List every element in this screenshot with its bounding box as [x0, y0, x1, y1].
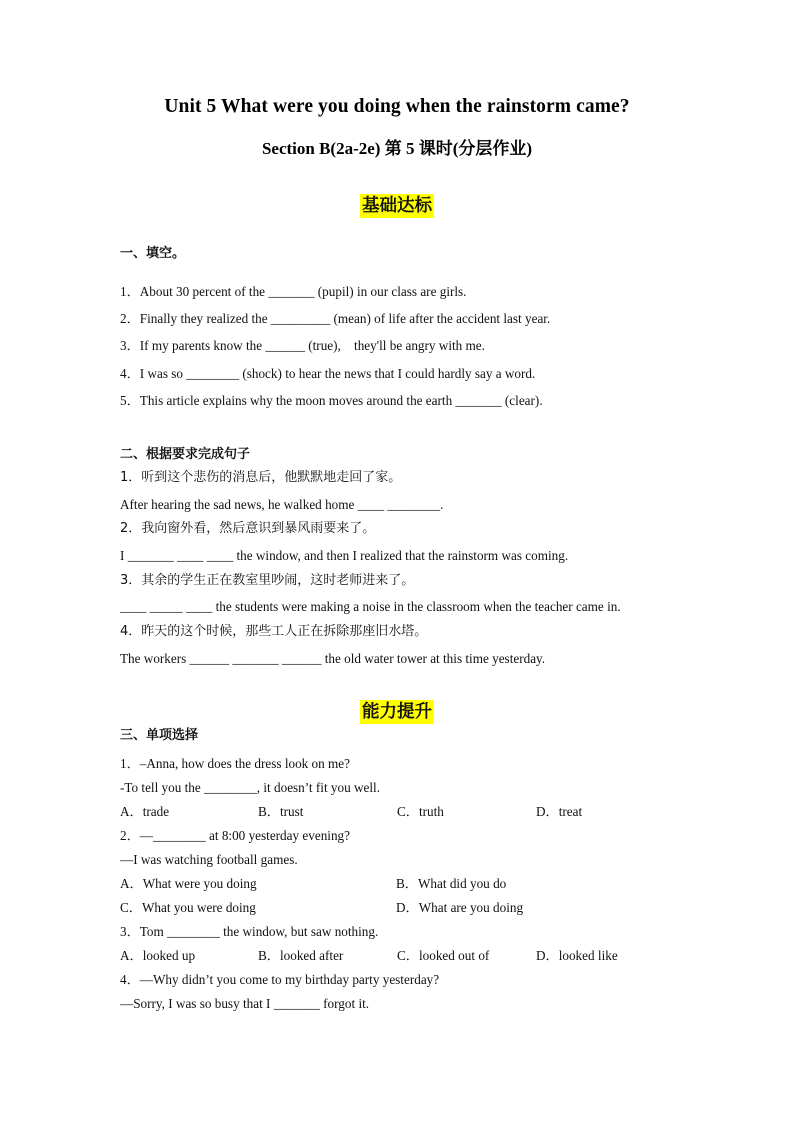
- q3-option-c: C．looked out of: [397, 948, 490, 963]
- q4-stem-reply: —Sorry, I was so busy that I _______ forgot it.: [120, 996, 370, 1011]
- sentence-2-chinese: 2．我向窗外看，然后意识到暴风雨要来了。: [120, 521, 376, 536]
- q2-option-b: B．What did you do: [396, 876, 507, 891]
- q2-option-a: A．What were you doing: [120, 876, 257, 891]
- fill-item-3: 3．If my parents know the ______ (true), they'll be angry with me.: [120, 338, 485, 353]
- q1-option-d: D．treat: [536, 804, 583, 819]
- q1-option-a: A．trade: [120, 804, 170, 819]
- fill-item-5: 5．This article explains why the moon moves around the earth _______ (clear).: [120, 393, 543, 408]
- section1-heading: 一、填空。: [120, 246, 186, 261]
- sentence-4-english: The workers ______ _______ ______ the old water tower at this time yesterday.: [120, 651, 546, 666]
- advanced-level-label: 能力提升: [362, 702, 432, 722]
- sentence-3-chinese: 3．其余的学生正在教室里吵闹，这时老师进来了。: [120, 573, 415, 588]
- sentence-1-english: After hearing the sad news, he walked home ____ ________.: [120, 497, 444, 512]
- q3-option-b: B．looked after: [258, 948, 344, 963]
- fill-item-1: 1．About 30 percent of the _______ (pupil) in our class are girls.: [120, 284, 467, 299]
- sentence-3-english: ____ _____ ____ the students were making a noise in the classroom when the teacher came in.: [120, 599, 621, 614]
- q2-stem: 2．—________ at 8:00 yesterday evening?: [120, 828, 350, 843]
- page-subtitle: Section B(2a-2e) 第 5 课时(分层作业): [261, 139, 533, 158]
- sentence-2-english: I _______ ____ ____ the window, and then I realized that the rainstorm was coming.: [120, 548, 569, 563]
- sentence-4-chinese: 4．昨天的这个时候，那些工人正在拆除那座旧水塔。: [120, 624, 428, 639]
- q3-option-d: D．looked like: [536, 948, 618, 963]
- basic-level-label: 基础达标: [362, 196, 432, 216]
- sentence-1-chinese: 1．听到这个悲伤的消息后，他默默地走回了家。: [120, 470, 402, 485]
- page-title: Unit 5 What were you doing when the rainstorm came?: [164, 96, 630, 117]
- q2-option-d: D．What are you doing: [396, 900, 524, 915]
- section2-heading: 二、根据要求完成句子: [120, 447, 251, 462]
- q2-stem-reply: —I was watching football games.: [120, 852, 298, 867]
- q1-option-c: C．truth: [397, 804, 444, 819]
- q3-stem: 3．Tom ________ the window, but saw nothing.: [120, 924, 379, 939]
- section3-heading: 三、单项选择: [120, 728, 199, 743]
- fill-item-4: 4．I was so ________ (shock) to hear the news that I could hardly say a word.: [120, 366, 536, 381]
- basic-level-band: [0, 194, 794, 218]
- fill-item-2: 2．Finally they realized the _________ (mean) of life after the accident last year.: [120, 311, 551, 326]
- q3-option-a: A．looked up: [120, 948, 196, 963]
- q1-stem-reply: -To tell you the ________, it doesn’t fit you well.: [120, 780, 380, 795]
- advanced-level-band: [0, 700, 794, 724]
- q2-option-c: C．What you were doing: [120, 900, 256, 915]
- q4-stem: 4．—Why didn’t you come to my birthday party yesterday?: [120, 972, 440, 987]
- q1-option-b: B．trust: [258, 804, 304, 819]
- q1-stem: 1．–Anna, how does the dress look on me?: [120, 756, 351, 771]
